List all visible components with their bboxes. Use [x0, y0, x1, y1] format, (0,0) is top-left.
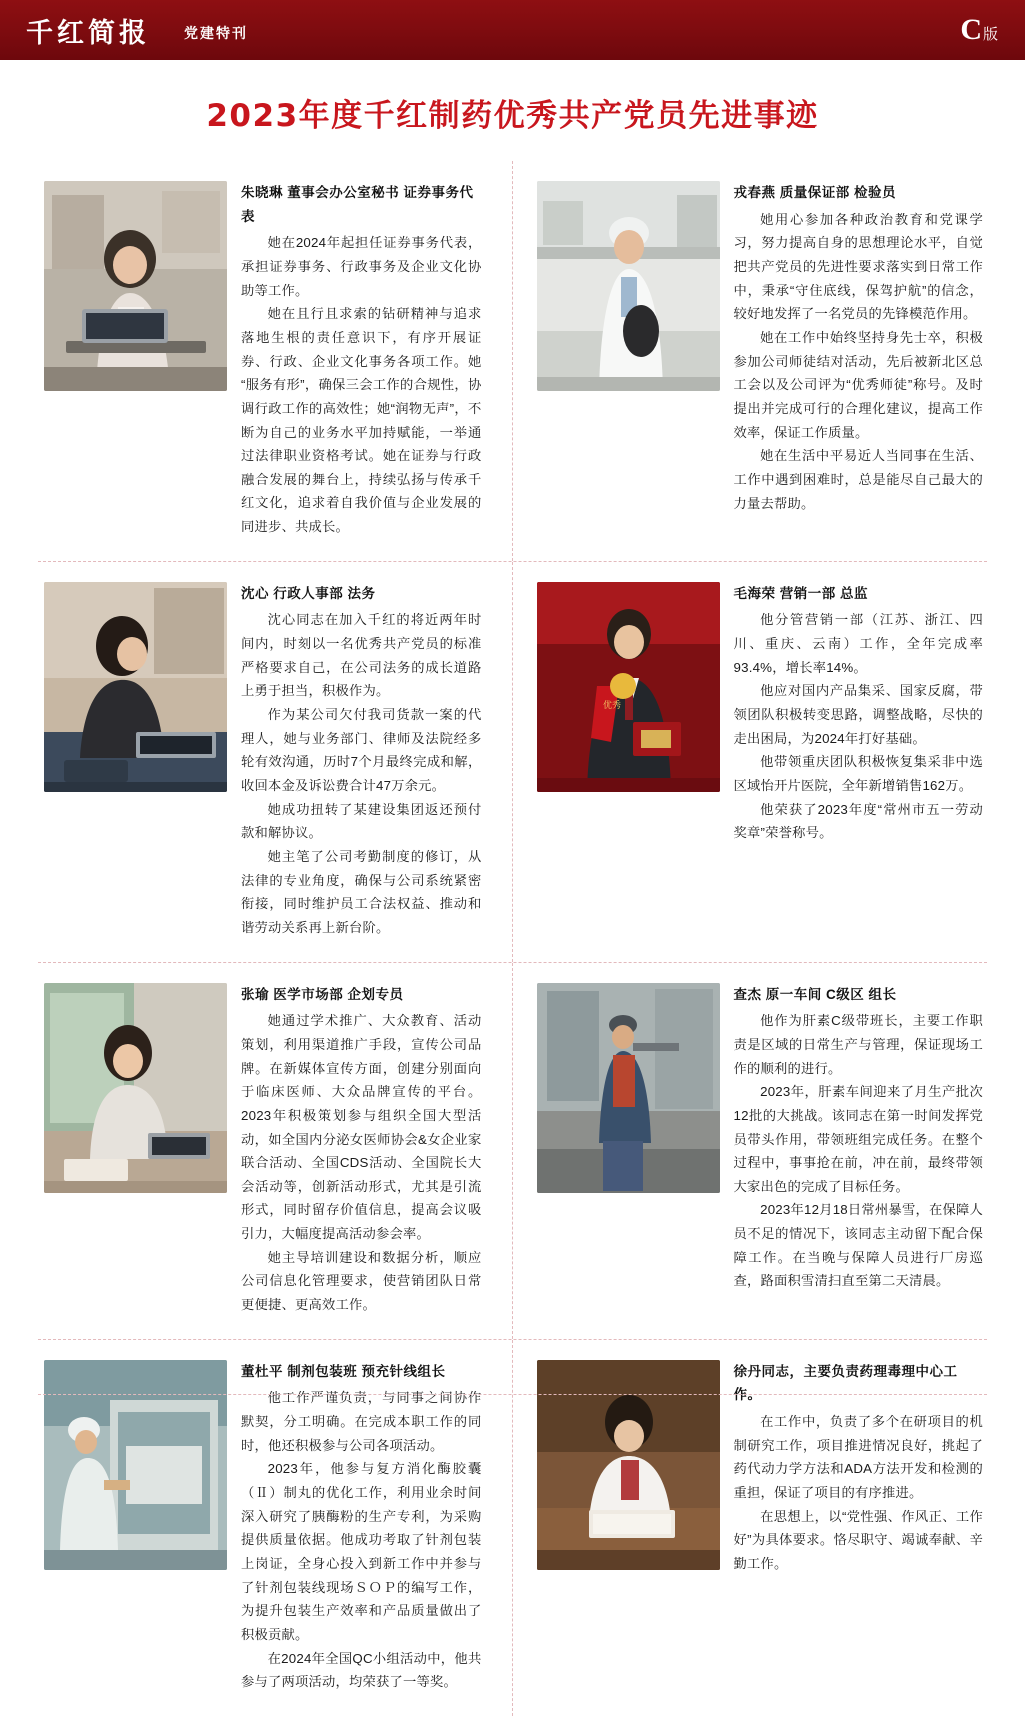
person-name-role: 毛海荣 营销一部 总监	[733, 585, 869, 601]
article-text	[734, 983, 984, 1317]
paragraph: 2023年12月18日常州暴雪，在保障人员不足的情况下，该同志主动留下配合保障工作。在当晚与保障人员进行厂房巡查，路面积雪清扫直至第二天清晨。	[733, 1202, 983, 1289]
page-title: 2023年度千红制药优秀共产党员先进事迹	[206, 98, 819, 134]
paragraph: 2023年，他参与复方消化酶胶囊（Ⅱ）制丸的优化工作，利用业余时间深入研究了胰酶粉的生产专利，为采购提供质量依据。他成功考取了针剂包装上岗证，全身心投入到新工作中并参与了针剂包装线现场ＳＯＰ的编写工作，为提升包装生产效率和产品质量做出了积极贡献。	[241, 1461, 482, 1642]
svg-text:优秀: 优秀	[602, 700, 621, 711]
paragraph: 他应对国内产品集采、国家反腐，带领团队积极转变思路，调整战略，尽快的走出困局，为2024年打好基础。	[733, 683, 983, 746]
article-entry	[38, 1340, 513, 1716]
article-text	[241, 1360, 482, 1694]
photo-shen-xin	[44, 582, 227, 792]
photo-rong-chunyan	[537, 181, 720, 391]
person-name-role: 徐丹同志，主要负责药理毒理中心工作。	[733, 1363, 958, 1403]
edition-letter: C	[960, 13, 982, 46]
publication-title: 千红简报	[26, 17, 150, 49]
paragraph: 她在且行且求索的钻研精神与追求落地生根的责任意识下，有序开展证券、行政、企业文化事务各项工作。她“服务有形”，确保三会工作的合规性，协调行政工作的高效性；她“润物无声”，不断为自己的业务水平加持赋能，一举通过法律职业资格考试。她在证券与行政融合发展的舞台上，持续弘扬与传承千红文化，追求着自我价值与企业发展的同进步、共成长。	[241, 306, 482, 535]
page-body	[0, 90, 1025, 1716]
publication-subtitle: 党建特刊	[184, 25, 248, 41]
paragraph: 他作为肝素C级带班长，主要工作职责是区域的日常生产与管理，保证现场工作的顺利的进行。	[733, 1013, 983, 1076]
footer-divider	[38, 1394, 987, 1395]
person-name-role: 张瑜 医学市场部 企划专员	[241, 986, 404, 1002]
paragraph: 他工作严谨负责，与同事之间协作默契，分工明确。在完成本职工作的同时，他还积极参与公司各项活动。	[241, 1390, 482, 1453]
paragraph: 他分管营销一部（江苏、浙江、四川、重庆、云南）工作，全年完成率93.4%，增长率14%。	[733, 612, 983, 675]
article-text	[241, 983, 482, 1317]
edition-badge	[960, 13, 999, 47]
masthead-header	[0, 0, 1025, 60]
article-text	[241, 582, 482, 940]
article-entry	[513, 562, 988, 962]
photo-mao-hairong	[537, 582, 720, 792]
articles-grid	[38, 161, 987, 1716]
paragraph: 他荣获了2023年度“常州市五一劳动奖章”荣誉称号。	[733, 801, 983, 841]
article-text	[734, 1360, 984, 1694]
person-name-role: 沈心 行政人事部 法务	[241, 585, 376, 601]
article-text	[734, 582, 984, 940]
paragraph: 她通过学术推广、大众教育、活动策划，利用渠道推广手段，宣传公司品牌。在新媒体宣传方面，创建分别面向于临床医师、大众品牌宣传的平台。2023年积极策划参与组织全国大型活动，如全国内分泌女医师协会&女企业家联合活动、全国CDS活动、全国院长大会活动等，创新活动形式，尤其是引流形式，同时留存价值信息，提高会议吸引力，大幅度提高活动参会率。	[241, 1013, 482, 1242]
article-entry	[38, 562, 513, 962]
paragraph: 她成功扭转了某建设集团返还预付款和解协议。	[241, 801, 482, 841]
photo-zhang-yu	[44, 983, 227, 1193]
photo-dong-duping	[44, 1360, 227, 1570]
article-entry	[513, 1340, 988, 1716]
paragraph: 2023年，肝素车间迎来了月生产批次12批的大挑战。该同志在第一时间发挥党员带头作用，带领班组完成任务。在整个过程中，事事抢在前，冲在前，最终带领大家出色的完成了目标任务。	[733, 1084, 983, 1194]
article-text	[734, 181, 984, 539]
paragraph: 沈心同志在加入千红的将近两年时间内，时刻以一名优秀共产党员的标准严格要求自己，在公司法务的成长道路上勇于担当，积极作为。	[241, 612, 482, 699]
paragraph: 在工作中，负责了多个在研项目的机制研究工作，项目推进情况良好，挑起了药代动力学方法和ADA方法开发和检测的重担，保证了项目的有序推进。	[733, 1414, 983, 1500]
photo-zhu-xiaolin	[44, 181, 227, 391]
paragraph: 她在生活中平易近人当同事在生活、工作中遇到困难时，总是能尽自己最大的力量去帮助。	[733, 448, 983, 511]
article-entry	[513, 161, 988, 561]
article-entry	[38, 963, 513, 1339]
person-name-role: 查杰 原一车间 C级区 组长	[733, 986, 897, 1002]
photo-cha-jie	[537, 983, 720, 1193]
paragraph: 她主笔了公司考勤制度的修订，从法律的专业角度，确保与公司系统紧密衔接，同时维护员工合法权益、推动和谐劳动关系再上新台阶。	[241, 848, 482, 935]
person-name-role: 朱晓琳 董事会办公室秘书 证券事务代表	[241, 185, 474, 224]
paragraph: 在思想上，以“党性强、作风正、工作好”为具体要求。恪尽职守、竭诚奉献、辛勤工作。	[733, 1508, 983, 1571]
paragraph: 她在2024年起担任证券事务代表，承担证券事务、行政事务及企业文化协助等工作。	[241, 235, 482, 298]
paragraph: 他带领重庆团队积极恢复集采非中选区域怡开片医院，全年新增销售162万。	[733, 754, 983, 793]
person-name-role: 戎春燕 质量保证部 检验员	[733, 185, 897, 200]
paragraph: 作为某公司欠付我司货款一案的代理人，她与业务部门、律师及法院经多轮有效沟通，历时7个月最终完成和解，收回本金及诉讼费合计47万余元。	[241, 707, 482, 793]
photo-xu-dan	[537, 1360, 720, 1570]
article-entry	[38, 161, 513, 561]
paragraph: 她主导培训建设和数据分析，顺应公司信息化管理要求，使营销团队日常更便捷、更高效工作。	[241, 1249, 482, 1313]
edition-word: 版	[982, 26, 999, 43]
paragraph: 她在工作中始终坚持身先士卒，积极参加公司师徒结对活动，先后被新北区总工会以及公司评为“优秀师徒”称号。及时提出并完成可行的合理化建议，提高工作效率，保证工作质量。	[733, 329, 983, 440]
person-name-role: 董杜平 制剂包装班 预充针线组长	[241, 1363, 446, 1379]
paragraph: 在2024年全国QC小组活动中，他共参与了两项活动，均荣获了一等奖。	[241, 1650, 482, 1690]
article-text	[241, 181, 482, 539]
paragraph: 她用心参加各种政治教育和党课学习，努力提高自身的思想理论水平，自觉把共产党员的先进性要求落实到日常工作中，秉承“守住底线，保驾护航”的信念，较好地发挥了一名党员的先锋模范作用。	[733, 211, 983, 322]
article-entry	[513, 963, 988, 1339]
